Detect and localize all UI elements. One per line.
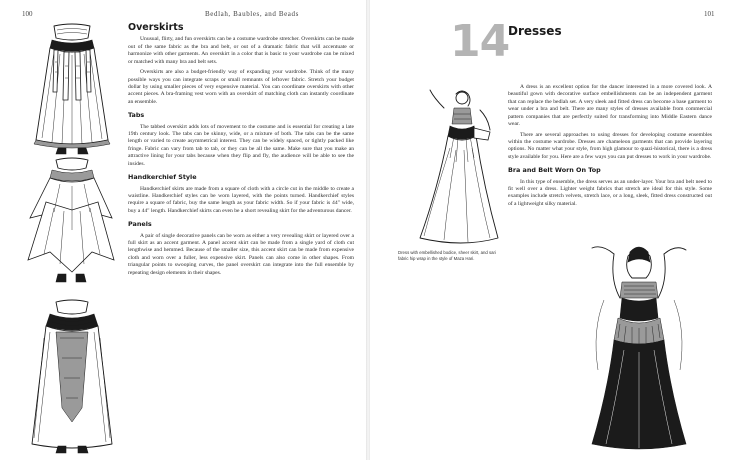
paragraph: A dress is an excellent option for the dancer interested in a more covered look. A beautiful gown with decorative surface embellishments can be an independent garment that can replace the bedlah set. A very sleek and fitted dress can become a base garment to wear under a bra and belt. There are many styles of dresses available from commercial pattern companies that are perfectly suited for transforming into Middle Eastern dance wear.: [508, 84, 712, 128]
left-page-number: 100: [22, 10, 33, 18]
handkerchief-skirt-illustration: [20, 156, 122, 288]
paragraph: A pair of single decorative panels can be worn as either a very revealing skirt or layered over a full skirt as an accent garment. A panel accent skirt can be made from a single yard of cloth cut lengthwise and hemmed. Because of the smaller size, this accent skirt can be made from expensive cloth and worn over a fuller, less expensive skirt. Panels can also come in other shapes. From triangular points to swooping curves, the panel overskirt can integrate into the full ensemble by repeating design elements in their shapes.: [128, 232, 354, 276]
subsection-heading-handkerchief: Handkerchief Style: [128, 173, 197, 182]
paragraph: Overskirts are also a budget-friendly way of expanding your wardrobe. Think of the many possible ways you can integrate scraps or small remnants of leftover fabric. Stretch your budget dollar by using smaller pieces of very expensive material. You can coordinate overskirts with other accent pieces. A bra-framing vest worn with an overskirt of matching cloth can instantly coordinate an ensemble.: [128, 69, 354, 105]
subsection-heading-bra-belt: Bra and Belt Worn On Top: [508, 166, 601, 175]
paragraph: In this type of ensemble, the dress serves as an under-layer. Your bra and belt need to fit well over a dress. Lighter weight fabrics that stretch are ideal for this style. Some examples include stretch velvets, stretch lace, or a long, sleek, fitted dress constructed out of a lightweight silky material.: [508, 178, 712, 207]
left-text-column: [128, 24, 354, 280]
chapter-number: 14: [450, 16, 510, 67]
dancer-veil-illustration: [584, 240, 694, 454]
section-title: Overskirts: [128, 22, 184, 33]
paragraph: Handkerchief skirts are made from a square of cloth with a circle cut in the middle to create a waistline. Handkerchief styles can be worn layered, with the points turned. Handkerchief styles require a square of fabric, buy the same length as your fabric width. So if your fabric is 44" wide, buy a 44" length. Handkerchief skirts can even be a short revealing skirt for the adventurous dancer.: [128, 185, 354, 214]
paragraph: The tabbed overskirt adds lots of movement to the costume and is essential for creating a late 19th century look. The tabs can be skinny, wide, or a mixture of both. The tabs can be the same length or varied to create asymmetrical interest. They can be widely spaced, or tightly packed like fringe. Fabric can vary from tab to tab, or they can be all the same. Make sure that you make an attractive lining for your tabs because when they flip and fly, the audience will be able to see the insides.: [128, 123, 354, 167]
paragraph: There are several approaches to using dresses for developing costume ensembles within the costume wardrobe. Dresses are chameleon garments that can provide layering options. No matter what your style, from high glamour to quazi-historical, there is a dress style available for you. Here are a few ways you can put dresses to work in your wardrobe.: [508, 131, 712, 160]
right-text-column: [508, 84, 712, 211]
paragraph: Unusual, flirty, and fun overskirts can be a costume wardrobe stretcher. Overskirts can be made out of the same fabric as the bra and belt, or out of a dramatic fabric that will accentuate or harmonize with other garments. An overskirt in a color that is basic to your wardrobe can be mixed or matched with many bra and belt sets.: [128, 36, 354, 65]
subsection-heading-tabs: Tabs: [128, 111, 145, 120]
left-page: [0, 0, 366, 460]
right-page-number: 101: [704, 10, 715, 18]
right-page: [370, 0, 736, 460]
subsection-heading-panels: Panels: [128, 220, 152, 229]
figure-caption: Dress with embellished bodice, sheer skirt, and sari fabric hip wrap in the style of Maza Hari.: [398, 250, 496, 261]
running-head: Bedlah, Baubles, and Beads: [205, 10, 299, 18]
panel-skirt-illustration: [22, 298, 122, 456]
chapter-title: Dresses: [508, 24, 562, 38]
tabbed-overskirt-illustration: [24, 22, 120, 160]
dancer-dress-illustration: [414, 88, 504, 248]
